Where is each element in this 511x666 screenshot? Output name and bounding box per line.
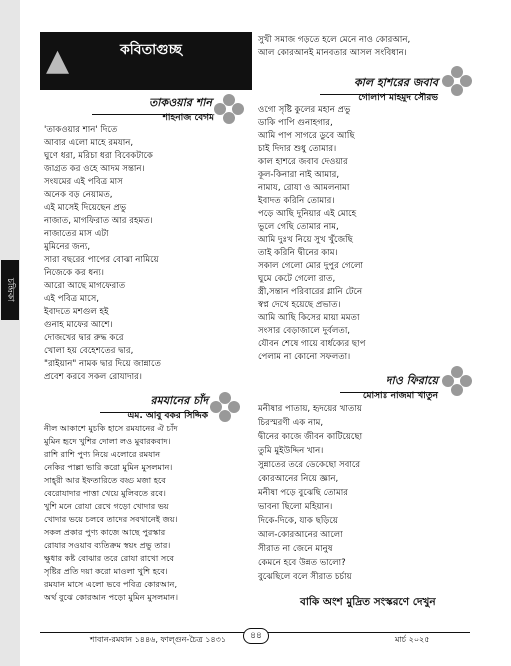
poem-line: ওগো সৃষ্টি কুলের মহান প্রভু	[258, 105, 351, 115]
poem-line: আবার এলো মাহে রমযান,	[44, 138, 134, 148]
poem-line: প্রবেশ করবে সকল রোযাদার।	[44, 372, 142, 382]
poem-line: ঘুমে কেটে গেলো রাত,	[258, 274, 336, 284]
banner-title: কবিতাগুচ্ছ	[120, 42, 182, 58]
poem-line: মুমিনের জন্য,	[44, 242, 91, 252]
poem-line: আমি পাপ সাগরে ডুবে আছি	[258, 131, 355, 141]
flower-icon	[440, 364, 474, 398]
poem-line: দিকে-দিকে, যাক ছড়িয়ে	[258, 516, 338, 526]
flower-icon	[208, 390, 242, 424]
poem-line: নেকির পাল্লা ভারি করো মুমিন মুসলমান।	[44, 462, 173, 472]
poem-line: অনেক বড় নেয়ামত,	[44, 190, 113, 200]
poem-line: সুন্নাতের তরে ডেকেছো সবারে	[258, 460, 361, 470]
poem1-title: তাকওয়ার শান	[92, 94, 212, 115]
poem1-lines	[44, 124, 161, 384]
poem4-author: মোসাঃ নাজমা খাতুন	[362, 391, 438, 401]
poem-line: 'তাকওয়ার শান' দিতে	[44, 125, 118, 135]
poem-line: রাশি রাশি পুণ্য নিয়ে এলোরে রমযান	[44, 449, 161, 459]
poem-line: ডাকি পাপি গুনাহগার,	[258, 118, 333, 128]
poem-line: তুমি মুইউদ্দিন খান।	[258, 446, 324, 456]
poem-line: যৌবন শেষে গায়ে বার্ধক্যের ছাপ	[258, 339, 366, 349]
magazine-logo: চন্দ্রিকা	[1, 260, 19, 320]
poem-line: চিরস্মরণী এক নাম,	[258, 418, 324, 428]
poem-line: চাই দিদার শুধু তোমার।	[258, 144, 337, 154]
footer-issue: শাবান-রমযান ১৪৪৬, ফাল্গুন-চৈত্র ১৪৩১	[90, 635, 227, 644]
poem-line: দ্বীনের কাজে জীবন কাটিয়েছো	[258, 432, 363, 442]
poem2-lines	[44, 422, 178, 604]
poem-line: আমি আছি কিসের মায়া মমতা	[258, 313, 360, 323]
poem2-continued-lines	[258, 34, 410, 60]
poem3-lines	[258, 104, 365, 364]
poem-line: নীল আকাশে মুচকি হাসে রমযানের ঐ চাঁদ	[44, 423, 178, 433]
poem-line: সকল প্রকার পুণ্য কাজে আছে পুরস্কার	[44, 527, 166, 537]
poem-line: কোরআনের নিয়ে জ্ঞান,	[258, 474, 339, 484]
poem-line: ভাবনা ছিলো মহিয়ান।	[258, 502, 333, 512]
poem-line: কাল হাশরে জবাব দেওয়ার	[258, 157, 348, 167]
poem-line: ইবাদতে মশগুল হই	[44, 307, 109, 317]
poem2-title: রমযানের চাঁদ	[100, 392, 208, 413]
poem-line: খুশি মনে রোযা রেখে গড়ো খোদার ভয়	[44, 501, 169, 511]
poem-line: রমযান মাসে এলো ভবে পবিত্র কোরআন,	[44, 579, 178, 589]
poem-line: নিজেকে কর ধন্য।	[44, 268, 104, 278]
poem-line: সংসার বেড়াজালে দুর্বলতা,	[258, 326, 351, 336]
poem-line: সংযমের এই পবিত্র মাস	[44, 177, 123, 187]
poem-line: সারা বছরের পাপের বোঝা নামিয়ে	[44, 255, 159, 265]
flower-icon	[212, 92, 246, 126]
poem-line: নাজাত, মাগফিরাত আর রহমত।	[44, 216, 153, 226]
footer-date: মার্চ ২০২৫	[395, 635, 430, 644]
poem-line: কূল-কিনারা নাই আমার,	[258, 170, 340, 180]
poem-line: মুমিন হৃদে খুশির দোলা লও মুবারকবাদ।	[44, 436, 171, 446]
poem1-author: শাহনাজ বেগম	[162, 113, 214, 123]
poem-line: অর্থ বুঝে কোরআন পড়ো মুমিন মুসলমান।	[44, 592, 178, 602]
page-number: ৪৪	[243, 628, 269, 644]
poem-line: তাই করিনি দ্বীনের কাম।	[258, 248, 338, 258]
poem-line: ক্ষুধার কষ্ট বোঝার তরে রোযা রাখো সবে	[44, 553, 175, 563]
poem-line: ঘুণে ধরা, মরিচা ধরা বিবেকটাকে	[44, 151, 153, 161]
poem2-author: এম. আবু বকর সিদ্দিক	[127, 411, 208, 421]
poem-line: বুঝেছিলে বলে সীরাত চর্চায়	[258, 572, 352, 582]
poem-line: বেরোযাদার পাত্তা খেয়ে মুলিবতে রবে।	[44, 488, 166, 498]
poem-line: গুনাহ মাফের আশে।	[44, 320, 113, 330]
poem-line: আরো আছে মাগফেরাত	[44, 281, 126, 291]
poem-line: পড়ে আছি দুনিয়ার এই মোহে	[258, 209, 357, 219]
poem-line: পেলাম না কোনো সফলতা।	[258, 352, 351, 362]
flower-icon	[440, 64, 474, 98]
poem-line: নাজাতের মাস এটা	[44, 229, 109, 239]
poem4-lines	[258, 402, 362, 584]
poem-line: মনীষা পড়ে বুঝেছি তোমার	[258, 488, 349, 498]
poem4-title: দাও ফিরায়ে	[340, 372, 438, 393]
poem-line: আল-কোরআনের আলো	[258, 530, 343, 540]
poem-line: নামায, রোযা ও আমলনামা	[258, 183, 350, 193]
poem-line: সুখী সমাজ গড়তে হলে মেনে নাও কোরআন,	[258, 35, 411, 45]
poem-line: সীরাত না জেনে মানুষ	[258, 544, 333, 554]
poem-line: ভুলে গেছি তোমার নাম,	[258, 222, 339, 232]
poem-line: স্বপ্ন দেখে হয়েছে প্রভাত।	[258, 300, 341, 310]
poem-line: জাগ্রত কর ওহে আদম সন্তান।	[44, 164, 145, 174]
poem3-title: কাল হাশরের জবাব	[320, 74, 438, 95]
poem-line: রোযার সওয়াব ব্যতিক্রম স্বয়ং প্রভু তার।	[44, 540, 171, 550]
poem-line: আমি দুঃখ নিয়ে সুখ খুঁজেছি	[258, 235, 353, 245]
continued-note: বাকি অংশ মুদ্রিত সংস্করণে দেখুন	[300, 596, 436, 608]
poem-line: সাহ্‌রী আর ইফতারিতে বড্ড মজা হবে	[44, 475, 166, 485]
side-strip	[0, 0, 20, 666]
poem-line: সৃষ্টির প্রতি দয়া করো মাওলা খুশি হবে।	[44, 566, 168, 576]
section-banner	[40, 32, 252, 90]
poem-line: মনীষার পাতায়, হৃদয়ের খাতায়	[258, 404, 362, 414]
poem-line: দোজখের দ্বার রুদ্ধ করে	[44, 333, 124, 343]
poem-line: "রাইয়ান" নামক দ্বার দিয়ে জান্নাতে	[44, 359, 161, 369]
poem-line: সকাল গেলো মোর দুপুর গেলো	[258, 261, 363, 271]
poem-line: ইবাদত করিনি তোমার।	[258, 196, 335, 206]
poem-line: স্ত্রী,সন্তান পরিবারের গ্লানি টেনে	[258, 287, 363, 297]
mosque-icon: ▲	[46, 43, 70, 78]
poem-line: কেমনে হবে উন্নত ভালো?	[258, 558, 346, 568]
poem-line: এই পবিত্র মাসে,	[44, 294, 99, 304]
poem-line: খোদার ভয়ে চলবে তাদের সবখানেই জয়।	[44, 514, 178, 524]
poem-line: আল কোরআনই মানবতার আসল সংবিধান।	[258, 48, 407, 58]
poem-line: এই মাসেই দিয়েছেন প্রভু	[44, 203, 127, 213]
poem-line: খোলা হয় বেহেশতের দ্বার,	[44, 346, 134, 356]
poem3-author: গোলাপ মাহমুদ সৌরভ	[358, 93, 438, 103]
